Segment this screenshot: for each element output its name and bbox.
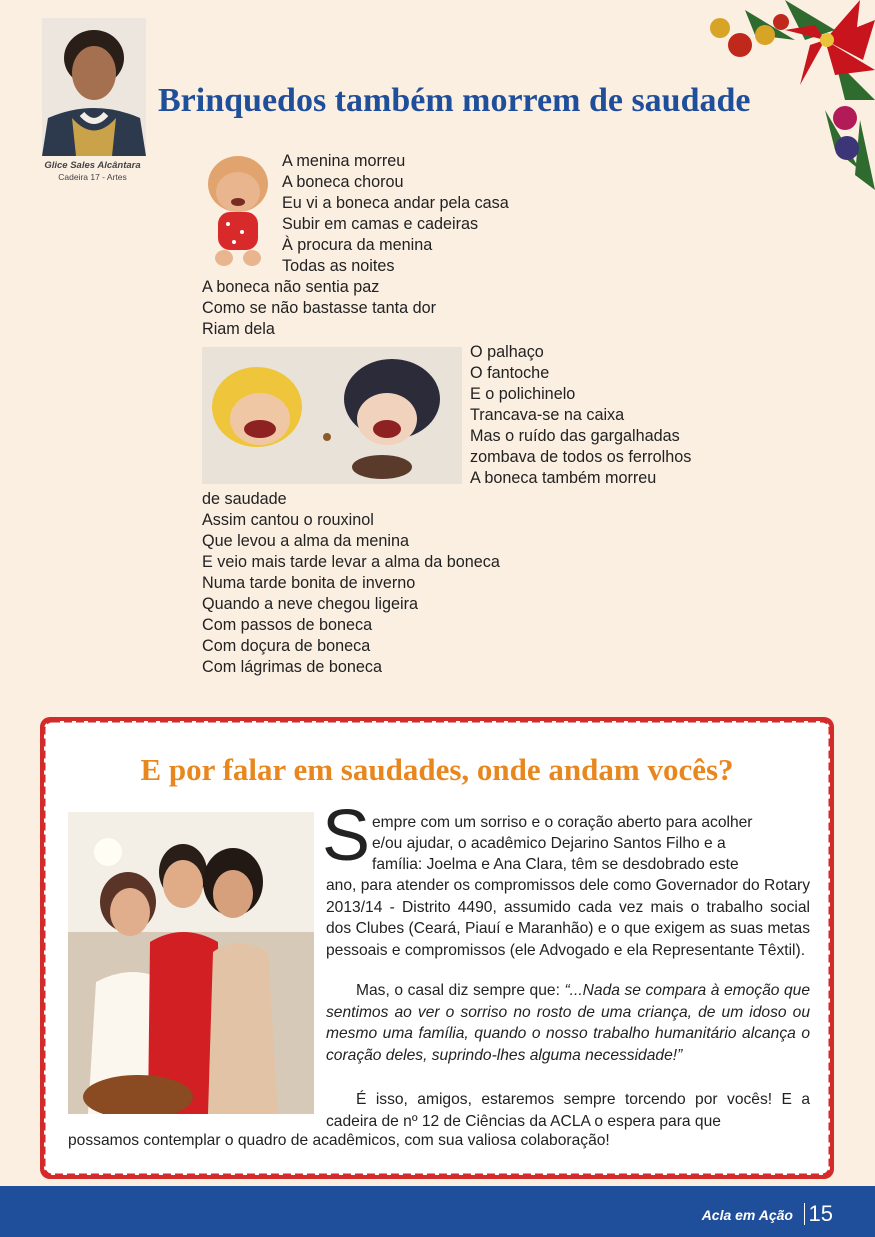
paragraph-quote [326, 980, 810, 1066]
paragraph-line: empre com um sorriso e o coração aberto para acolher [372, 814, 753, 831]
poem-line: Que levou a alma da menina [202, 532, 409, 550]
poem-line: Riam dela [202, 320, 275, 338]
crying-doll-image [202, 154, 274, 269]
article-title: Brinquedos também morrem de saudade [158, 82, 751, 119]
paragraph-line: e/ou ajudar, o acadêmico Dejarino Santos Filho e a [372, 835, 726, 852]
poem-line: A boneca não sentia paz [202, 278, 380, 296]
poem-line: Subir em camas e cadeiras [282, 215, 479, 233]
poem-line: A boneca também morreu [470, 469, 657, 487]
poem-line: zombava de todos os ferrolhos [470, 448, 692, 466]
poem-line: Assim cantou o rouxinol [202, 511, 374, 529]
paragraph-text: É isso, amigos, estaremos sempre torcendo por vocês! E a cadeira de nº 12 de Ciências da ACLA o espera para que [326, 1091, 810, 1130]
page-number: 15 [808, 1201, 833, 1226]
poem-line: de saudade [202, 490, 287, 508]
author-name: Glice Sales Alcântara [44, 160, 141, 171]
poem-line: Com passos de boneca [202, 616, 373, 634]
poem-line: A menina morreu [282, 152, 406, 170]
poem-line: A boneca chorou [282, 173, 404, 191]
poem-line: Trancava-se na caixa [470, 406, 625, 424]
quote-lead: Mas, o casal diz sempre que: [356, 982, 565, 999]
poem-line: Como se não bastasse tanta dor [202, 299, 436, 317]
footer-separator [804, 1203, 806, 1225]
poem-line: Todas as noites [282, 257, 395, 275]
author-chair: Cadeira 17 - Artes [58, 172, 127, 182]
poem-line: O palhaço [470, 343, 544, 361]
family-photo [68, 812, 314, 1114]
poem-line: O fantoche [470, 364, 550, 382]
puppets-image [202, 347, 462, 484]
poem-line: Eu vi a boneca andar pela casa [282, 194, 509, 212]
paragraph-last-line: possamos contemplar o quadro de acadêmicos, com sua valiosa colaboração! [68, 1132, 610, 1149]
poem-line: E veio mais tarde levar a alma da boneca [202, 553, 500, 571]
paragraph-text: ano, para atender os compromissos dele como Governador do Rotary 2013/14 - Distrito 4490, assumido cada vez mais o trabalho social dos Clubes (Ceará, Piauí e Maranhão) e o que exigem as suas metas pessoais e compromissos (ele Advogado e ela Representante Têxtil). [326, 877, 810, 959]
poem-line: Mas o ruído das gargalhadas [470, 427, 680, 445]
christmas-decoration [685, 0, 875, 190]
poem-line: Com doçura de boneca [202, 637, 371, 655]
article-title-2: E por falar em saudades, onde andam vocês? [140, 752, 734, 787]
poem-line: E o polichinelo [470, 385, 576, 403]
author-photo [42, 18, 146, 156]
magazine-name: Acla em Ação [701, 1207, 793, 1223]
poem-line: Com lágrimas de boneca [202, 658, 382, 676]
quote-text: “...Nada se compara à emoção que sentimos ao ver o sorriso no rosto de uma criança, de um idoso ou mesmo uma família, quando o nosso trabalho humanitário alcança o coração deles, suprindo-lhes alguma necessidade!” [326, 982, 810, 1064]
drop-cap: S [322, 796, 371, 876]
poem-line: À procura da menina [282, 236, 433, 254]
paragraph-line: família: Joelma e Ana Clara, têm se desdobrado este [372, 856, 739, 873]
poem-line: Numa tarde bonita de inverno [202, 574, 416, 592]
poem-line: Quando a neve chegou ligeira [202, 595, 418, 613]
